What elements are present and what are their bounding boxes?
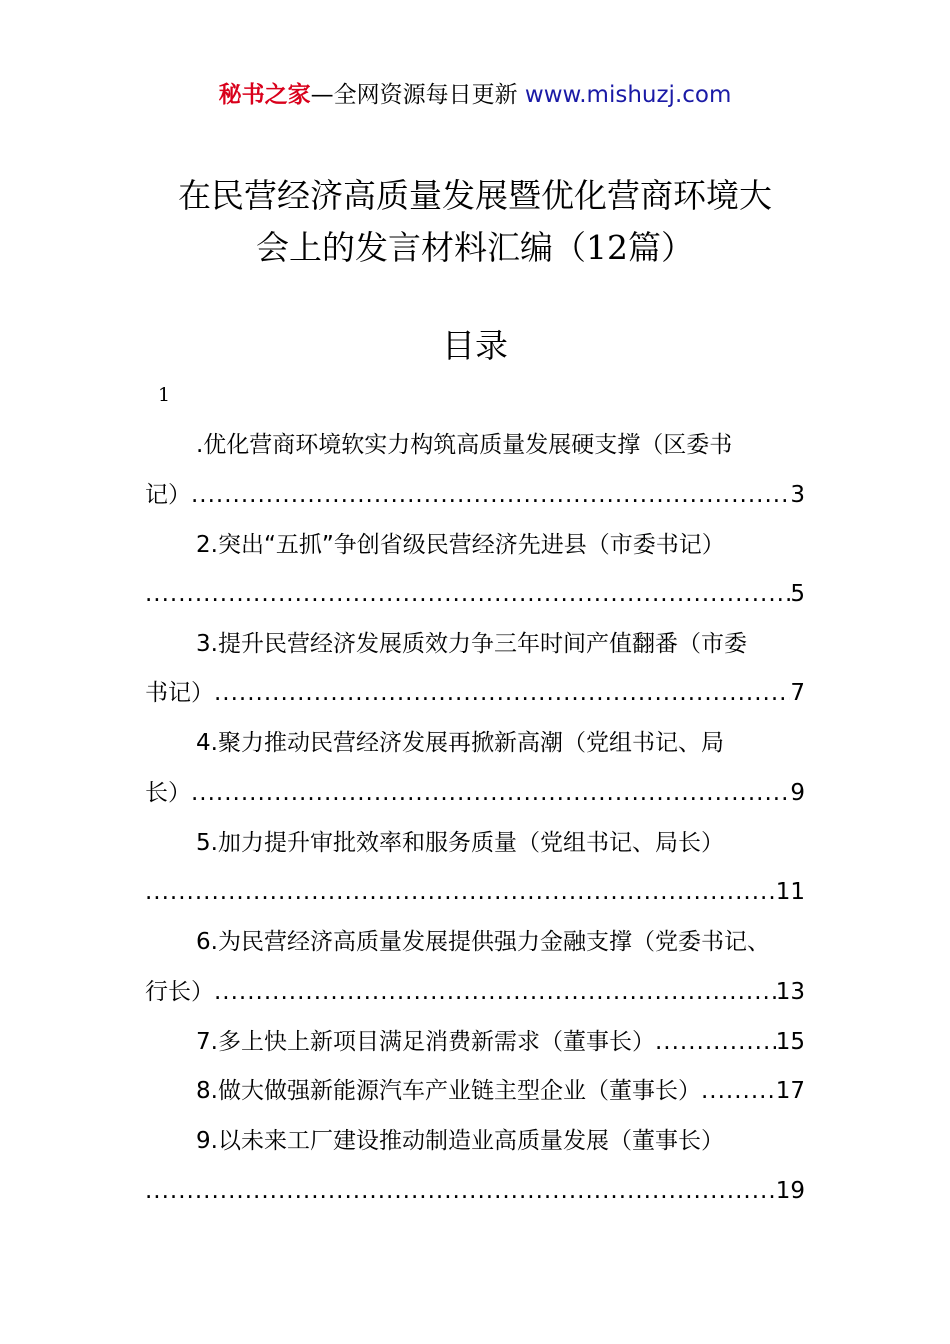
toc-entry-3-title[interactable]: 3.提升民营经济发展质效力争三年时间产值翻番（市委 bbox=[196, 631, 747, 657]
toc-entry-1-title[interactable]: .优化营商环境软实力构筑高质量发展硬支撑（区委书 bbox=[196, 432, 733, 458]
toc-entry-3-title-cont: 书记） bbox=[145, 680, 214, 706]
toc-entry-4-title[interactable]: 4.聚力推动民营经济发展再掀新高潮（党组书记、局 bbox=[196, 730, 724, 756]
title-line-2-start: 会上的发言材料汇编（ bbox=[256, 228, 586, 267]
document-title bbox=[0, 170, 950, 274]
title-line-2-end: 篇） bbox=[628, 228, 694, 267]
toc-entry-8-page: 17 bbox=[775, 1078, 805, 1104]
toc-entry-9-title[interactable]: 9.以未来工厂建设推动制造业高质量发展（董事长） bbox=[196, 1128, 724, 1154]
toc-entry-4-page: 9 bbox=[790, 780, 805, 806]
toc-entry-8[interactable] bbox=[196, 1074, 805, 1108]
toc-entry-7[interactable] bbox=[196, 1025, 805, 1059]
toc-entry-6-title[interactable]: 6.为民营经济高质量发展提供强力金融支撑（党委书记、 bbox=[196, 929, 770, 955]
toc-entry-8-title: 8.做大做强新能源汽车产业链主型企业（董事长） bbox=[196, 1078, 701, 1104]
toc-entry-5-title[interactable]: 5.加力提升审批效率和服务质量（党组书记、局长） bbox=[196, 830, 724, 856]
dot-leader bbox=[145, 1174, 776, 1208]
toc-entry-5-leader[interactable] bbox=[145, 875, 805, 909]
title-line-2 bbox=[0, 222, 950, 274]
toc-entry-1-title-cont: 记） bbox=[145, 482, 191, 508]
site-url-link[interactable]: www.mishuzj.com bbox=[524, 82, 732, 108]
toc-entry-6-title-cont: 行长） bbox=[145, 979, 214, 1005]
toc-entry-6-page: 13 bbox=[775, 979, 805, 1005]
dot-leader bbox=[145, 577, 790, 611]
page-number: 1 bbox=[158, 384, 171, 406]
toc-entry-5-page: 11 bbox=[775, 879, 805, 905]
title-article-count: 12 bbox=[586, 228, 628, 267]
dot-leader bbox=[191, 776, 790, 810]
dot-leader bbox=[191, 478, 790, 512]
dot-leader bbox=[145, 875, 776, 909]
toc-entry-9-page: 19 bbox=[775, 1178, 805, 1204]
toc-entry-3-leader[interactable] bbox=[145, 676, 805, 710]
toc-entry-9-leader[interactable] bbox=[145, 1174, 805, 1208]
toc-entry-7-title: 7.多上快上新项目满足消费新需求（董事长） bbox=[196, 1029, 655, 1055]
dot-leader bbox=[214, 676, 790, 710]
toc-entry-7-page: 15 bbox=[775, 1029, 805, 1055]
toc-entry-1-leader[interactable] bbox=[145, 478, 805, 512]
site-brand: 秘书之家 bbox=[218, 82, 311, 108]
toc-heading: 目录 bbox=[442, 326, 508, 365]
toc-entry-2-page: 5 bbox=[790, 581, 805, 607]
dot-leader bbox=[214, 975, 776, 1009]
title-line-1: 在民营经济高质量发展暨优化营商环境大 bbox=[178, 176, 772, 215]
toc-entry-4-leader[interactable] bbox=[145, 776, 805, 810]
dot-leader bbox=[655, 1025, 776, 1059]
toc-entry-2-title[interactable]: 2.突出“五抓”争创省级民营经济先进县（市委书记） bbox=[196, 532, 725, 558]
site-slogan: —全网资源每日更新 bbox=[310, 82, 525, 108]
toc-entry-4-title-cont: 长） bbox=[145, 780, 191, 806]
site-header bbox=[0, 78, 950, 112]
toc-entry-3-page: 7 bbox=[790, 680, 805, 706]
toc-entry-1-page: 3 bbox=[790, 482, 805, 508]
toc-entry-2-leader[interactable] bbox=[145, 577, 805, 611]
toc-entry-6-leader[interactable] bbox=[145, 975, 805, 1009]
dot-leader bbox=[701, 1074, 776, 1108]
